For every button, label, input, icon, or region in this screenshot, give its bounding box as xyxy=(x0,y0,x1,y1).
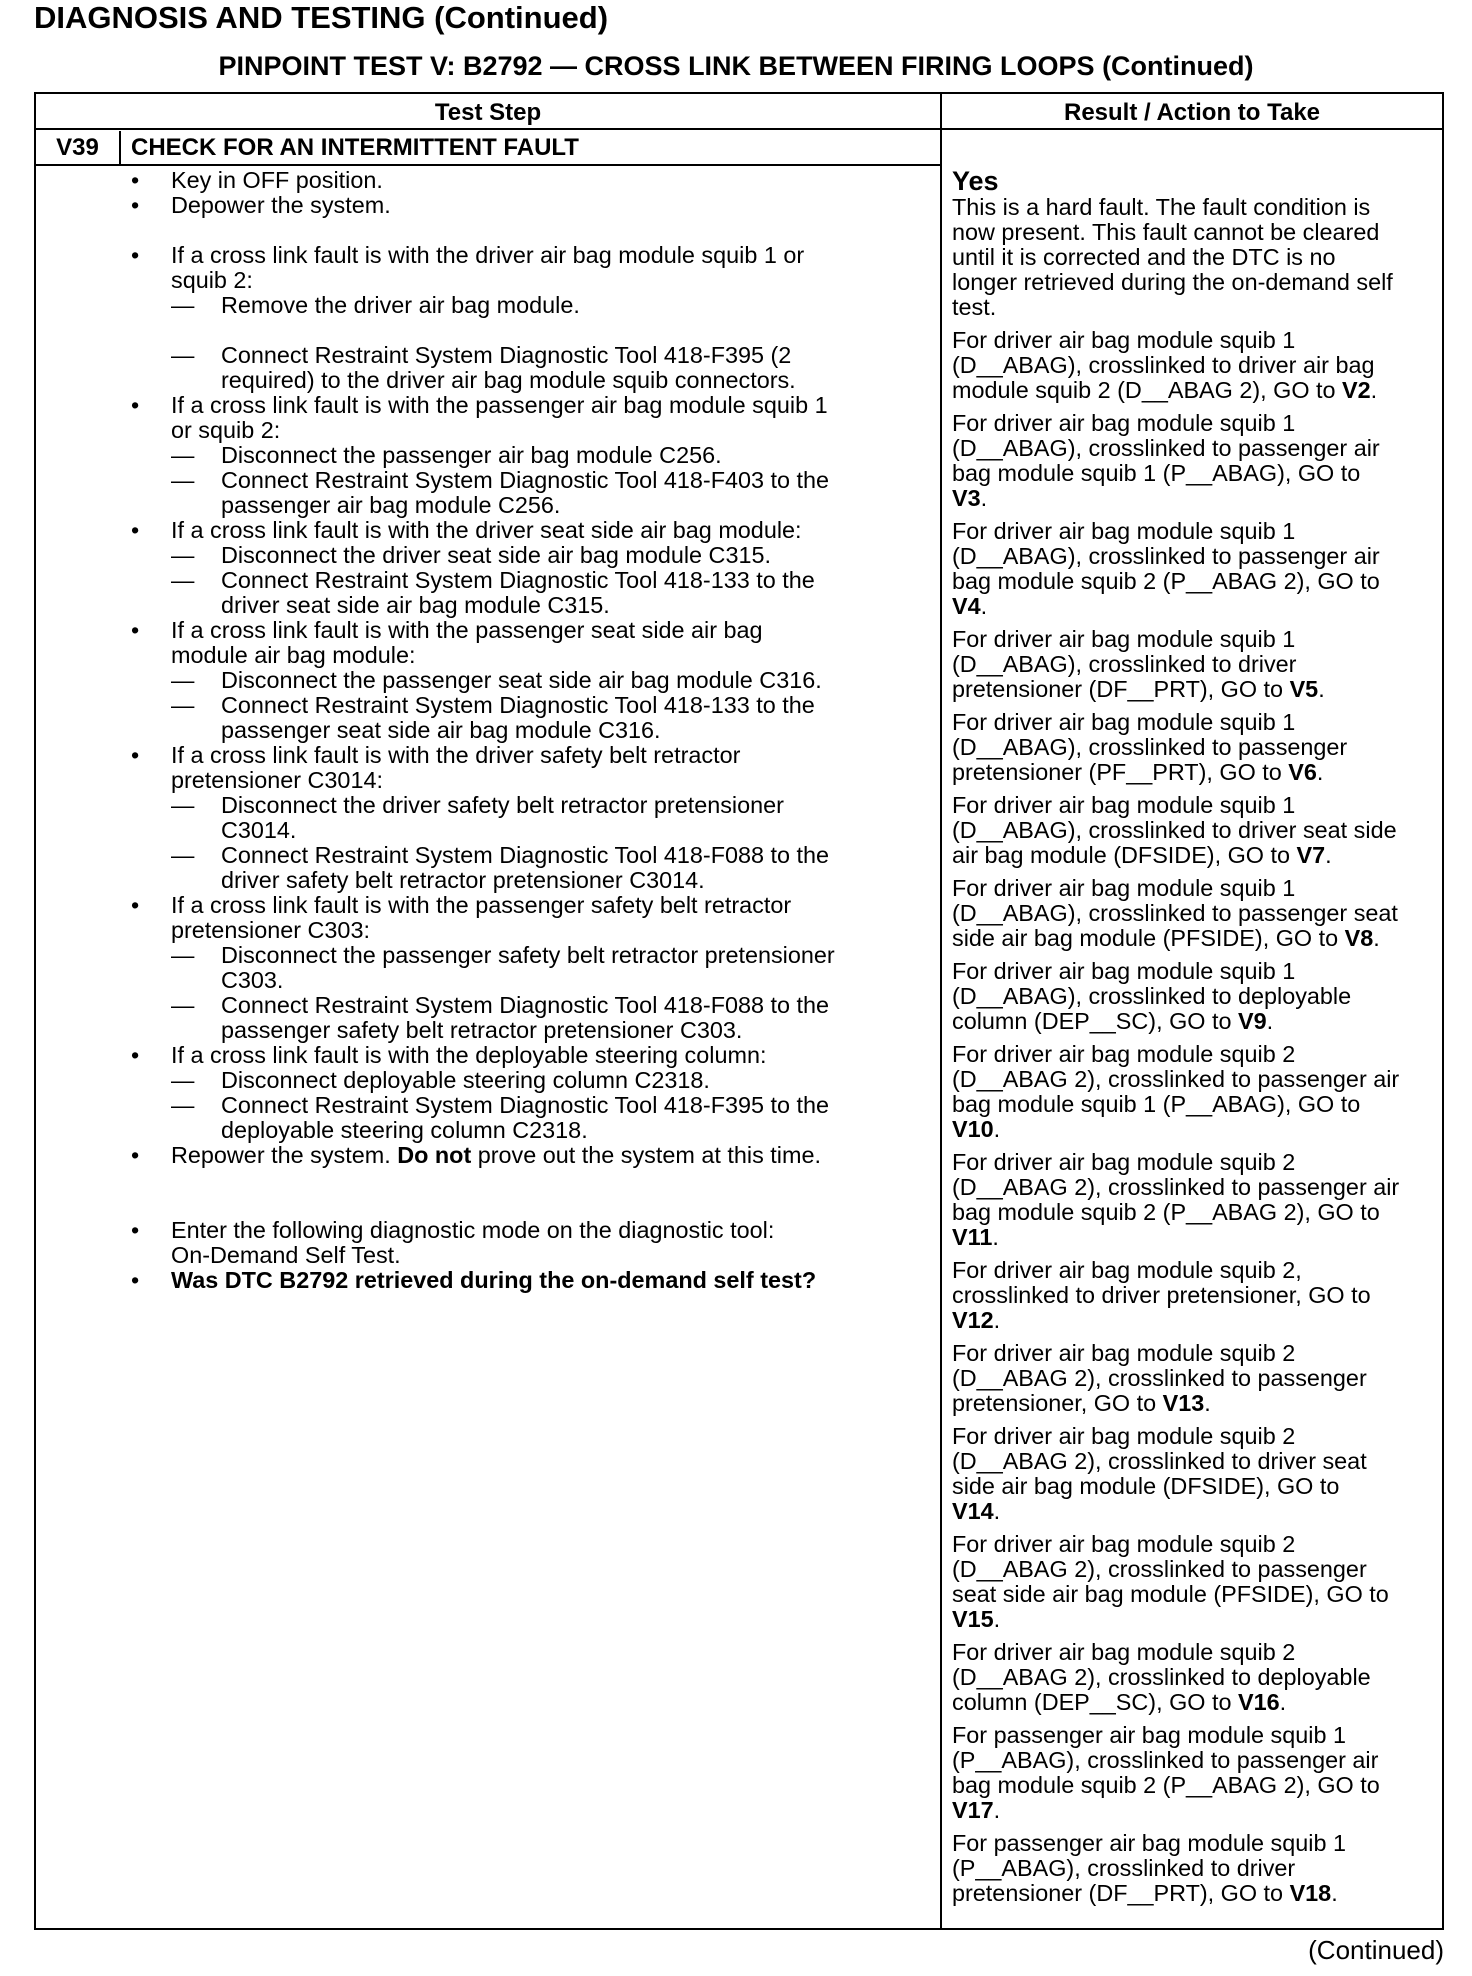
step-line: — Connect Restraint System Diagnostic Tool 418-133 to the xyxy=(171,567,815,593)
result-item: For driver air bag module squib 1 (D__ABAG), crosslinked to passenger pretensioner (PF__PRT), GO to V6. xyxy=(952,709,1348,785)
result-item: For driver air bag module squib 2 (D__ABAG 2), crosslinked to passenger seat side air bag module (PFSIDE), GO to V15. xyxy=(952,1531,1389,1632)
test-step-instructions xyxy=(36,168,940,1293)
yes-label: Yes xyxy=(952,166,999,196)
goto-step-link: V17 xyxy=(952,1797,994,1823)
step-line: On-Demand Self Test. xyxy=(171,1242,401,1268)
goto-step-link: V14 xyxy=(952,1498,994,1524)
step-line: • Depower the system. xyxy=(131,192,391,218)
step-line: — Connect Restraint System Diagnostic Tool 418-133 to the xyxy=(171,692,815,718)
result-item: For driver air bag module squib 2 (D__ABAG 2), crosslinked to deployable column (DEP__SC), GO to V16. xyxy=(952,1639,1371,1715)
step-line: squib 2: xyxy=(171,267,253,293)
step-line: C303. xyxy=(221,967,284,993)
step-line: module air bag module: xyxy=(171,642,416,668)
step-line: — Connect Restraint System Diagnostic Tool 418-F088 to the xyxy=(171,992,830,1018)
step-line: passenger air bag module C256. xyxy=(221,492,561,518)
step-line: — Disconnect the driver seat side air bag module C315. xyxy=(171,542,771,568)
goto-step-link: V15 xyxy=(952,1606,994,1632)
step-title: CHECK FOR AN INTERMITTENT FAULT xyxy=(131,134,579,161)
goto-step-link: V4 xyxy=(952,593,981,619)
step-line: pretensioner C303: xyxy=(171,917,370,943)
result-item: For driver air bag module squib 1 (D__ABAG), crosslinked to deployable column (DEP__SC), GO to V9. xyxy=(952,958,1352,1034)
yes-action: This is a hard fault. The fault condition is now present. This fault cannot be cleared until it is corrected and the DTC is no longer retrieved during the on-demand self test. xyxy=(952,194,1393,320)
result-item: For driver air bag module squib 1 (D__ABAG), crosslinked to passenger air bag module squib 1 (P__ABAG), GO to V3. xyxy=(952,410,1380,511)
result-action-column xyxy=(952,168,1438,1914)
result-item: For driver air bag module squib 1 (D__ABAG), crosslinked to driver pretensioner (DF__PRT), GO to V5. xyxy=(952,626,1325,702)
step-line: • If a cross link fault is with the driver air bag module squib 1 or xyxy=(131,242,805,268)
goto-step-link: V13 xyxy=(1162,1390,1205,1416)
result-item: For driver air bag module squib 2, crosslinked to driver pretensioner, GO to V12. xyxy=(952,1257,1371,1333)
step-line: — Disconnect the passenger seat side air bag module C316. xyxy=(171,667,822,693)
step-id: V39 xyxy=(56,134,99,161)
step-line: • If a cross link fault is with the driver safety belt retractor xyxy=(131,742,741,768)
step-line: — Connect Restraint System Diagnostic Tool 418-F395 (2 xyxy=(171,342,792,368)
step-line: — Connect Restraint System Diagnostic Tool 418-F395 to the xyxy=(171,1092,830,1118)
goto-step-link: V9 xyxy=(1237,1008,1267,1034)
step-line: • If a cross link fault is with the passenger air bag module squib 1 xyxy=(131,392,828,418)
goto-step-link: V7 xyxy=(1296,842,1326,868)
step-line: • If a cross link fault is with the driver seat side air bag module: xyxy=(131,517,802,543)
step-line: driver seat side air bag module C315. xyxy=(221,592,610,618)
step-line: — Disconnect the passenger air bag module C256. xyxy=(171,442,722,468)
goto-step-link: V10 xyxy=(952,1116,994,1142)
step-line: • Enter the following diagnostic mode on the diagnostic tool: xyxy=(131,1217,775,1243)
step-line: • If a cross link fault is with the passenger seat side air bag xyxy=(131,617,763,643)
column-header-test-step: Test Step xyxy=(434,99,542,126)
continued-label: (Continued) xyxy=(1308,1935,1444,1965)
result-item: For driver air bag module squib 1 (D__ABAG), crosslinked to driver seat side air bag module (DFSIDE), GO to V7. xyxy=(952,792,1397,868)
step-line: passenger safety belt retractor pretensioner C303. xyxy=(221,1017,743,1043)
step-question: • Was DTC B2792 retrieved during the on-demand self test? xyxy=(131,1267,817,1293)
step-line: • If a cross link fault is with the passenger safety belt retractor xyxy=(131,892,792,918)
result-item: For driver air bag module squib 2 (D__ABAG 2), crosslinked to passenger air bag module squib 1 (P__ABAG), GO to V10. xyxy=(952,1041,1400,1142)
step-line: — Remove the driver air bag module. xyxy=(171,292,580,318)
goto-step-link: V12 xyxy=(952,1307,994,1333)
goto-step-link: V8 xyxy=(1344,925,1374,951)
goto-step-link: V11 xyxy=(952,1224,993,1250)
goto-step-link: V5 xyxy=(1289,676,1319,702)
step-line: — Disconnect the driver safety belt retractor pretensioner xyxy=(171,792,784,818)
step-line: required) to the driver air bag module squib connectors. xyxy=(221,367,796,393)
step-line: • Repower the system. Do not prove out the system at this time. xyxy=(131,1142,821,1168)
pinpoint-test-title: PINPOINT TEST V: B2792 — CROSS LINK BETWEEN FIRING LOOPS (Continued) xyxy=(218,51,1254,81)
step-line: — Disconnect deployable steering column C2318. xyxy=(171,1067,710,1093)
step-line: • Key in OFF position. xyxy=(131,167,383,193)
page-title: DIAGNOSIS AND TESTING (Continued) xyxy=(34,0,609,35)
result-item: For driver air bag module squib 1 (D__ABAG), crosslinked to passenger air bag module squib 2 (P__ABAG 2), GO to V4. xyxy=(952,518,1380,619)
step-line: driver safety belt retractor pretensioner C3014. xyxy=(221,867,705,893)
goto-step-link: V3 xyxy=(952,485,981,511)
result-item: For driver air bag module squib 1 (D__ABAG), crosslinked to passenger seat side air bag module (PFSIDE), GO to V8. xyxy=(952,875,1398,951)
result-item: For driver air bag module squib 1 (D__ABAG), crosslinked to driver air bag module squib 2 (D__ABAG 2), GO to V2. xyxy=(952,327,1378,403)
step-line: or squib 2: xyxy=(171,417,281,443)
step-line: — Disconnect the passenger safety belt retractor pretensioner xyxy=(171,942,835,968)
goto-step-link: V18 xyxy=(1289,1880,1332,1906)
goto-step-link: V16 xyxy=(1237,1689,1280,1715)
step-line: — Connect Restraint System Diagnostic Tool 418-F403 to the xyxy=(171,467,830,493)
column-divider xyxy=(940,94,942,1928)
goto-step-link: V2 xyxy=(1342,377,1371,403)
result-item: For passenger air bag module squib 1 (P__ABAG), crosslinked to driver pretensioner (DF__PRT), GO to V18. xyxy=(952,1830,1346,1906)
result-item: For driver air bag module squib 2 (D__ABAG 2), crosslinked to passenger pretensioner, GO to V13. xyxy=(952,1340,1367,1416)
pinpoint-test-table xyxy=(34,92,1444,1930)
step-line: • If a cross link fault is with the deployable steering column: xyxy=(131,1042,767,1068)
result-item-list xyxy=(952,328,1438,1906)
result-item: For passenger air bag module squib 1 (P__ABAG), crosslinked to passenger air bag module squib 2 (P__ABAG 2), GO to V17. xyxy=(952,1722,1380,1823)
step-line: C3014. xyxy=(221,817,297,843)
step-line: pretensioner C3014: xyxy=(171,767,383,793)
goto-step-link: V6 xyxy=(1288,759,1317,785)
step-id-divider xyxy=(119,131,121,165)
step-line: passenger seat side air bag module C316. xyxy=(221,717,661,743)
step-line: deployable steering column C2318. xyxy=(221,1117,588,1143)
step-line: — Connect Restraint System Diagnostic Tool 418-F088 to the xyxy=(171,842,830,868)
result-item: For driver air bag module squib 2 (D__ABAG 2), crosslinked to passenger air bag module squib 2 (P__ABAG 2), GO to V11. xyxy=(952,1149,1400,1250)
result-item: For driver air bag module squib 2 (D__ABAG 2), crosslinked to driver seat side air bag module (DFSIDE), GO to V14. xyxy=(952,1423,1367,1524)
column-header-result: Result / Action to Take xyxy=(1063,99,1321,126)
